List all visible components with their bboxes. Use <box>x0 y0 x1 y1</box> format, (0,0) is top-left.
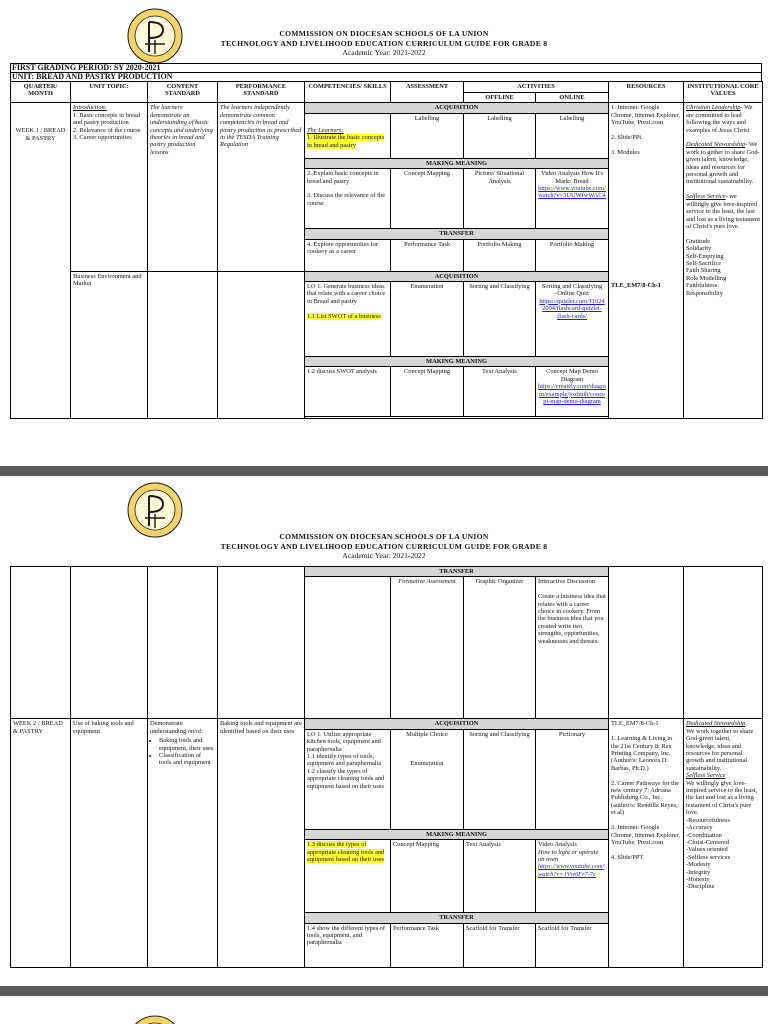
value-dedicated-stewardship-title-2: Dedicated Stewardship <box>686 720 746 728</box>
col-resources-header: RESOURCES <box>609 82 684 103</box>
page-3 <box>0 996 768 1024</box>
competency-3: 4. Explore opportunities for cookery as a career <box>305 239 391 271</box>
value-dedicated-stewardship-body: - We work to gether to share God-given talent, knowledge, ideas and resources for personal growth and institutional sustainability. <box>686 141 760 186</box>
offline-activity-1-4: Scaffold for Transfer <box>464 923 536 967</box>
online-activity-lo1: Pictionary <box>536 729 609 829</box>
week-1-continued-content <box>148 567 218 719</box>
competency-4-text: LO 1. Generate business ideas that relate with a career choice in Bread and pastry <box>307 283 386 305</box>
header-curriculum-title: TECHNOLOGY AND LIVELIHOOD EDUCATION CURRICULUM GUIDE FOR GRADE 8 <box>220 541 548 551</box>
resources-week-2: TLE_EM7/8-Ch-1 1. Learning & Living in the 21st Century 8: Rex Printing Company, Inc. (Author/s: Leonora D. Barbas, Ph.D.) 2. Career Pathways for the new century 7: Adriana Publishing Co., Inc. (author/s: Rendilla Reyes, et al) 3. Internet: Google Chrome, Internet Explorer, YouTube, Prezi.com 4. Slide/PPT <box>609 719 684 967</box>
assessment-1: Labelling <box>391 113 464 158</box>
competency-1-text: 1. Illustrate the basic concepts in bread and pastry <box>307 134 385 149</box>
week-1-continued-topic <box>71 567 148 719</box>
topic-introduction-items: 1. Basic concepts in bread and pastry production 2. Relevance of the course 3. Career opportunities <box>73 111 141 142</box>
offline-activity-4: Sorting and Classifying <box>464 282 536 357</box>
diocesan-seal-logo <box>127 1015 183 1024</box>
header-commission: COMMISSION ON DIOCESAN SCHOOLS OF LA UNION <box>279 532 489 541</box>
col-values-header: INSTITUTIONAL CORE VALUES <box>684 82 763 103</box>
band-transfer-2: TRANSFER <box>305 567 609 577</box>
band-making-meaning-1: MAKING MEANING <box>305 158 609 168</box>
offline-activity-5: Text Analysis <box>464 367 536 417</box>
col-content-header: CONTENT STANDARD <box>148 82 218 103</box>
content-standard-week-1: The learners demonstrate an understanding of basic concepts and underlying theories in bread and pastry production lessons <box>148 103 218 271</box>
assessment-2: Concept Mapping <box>391 169 464 229</box>
grading-period-block <box>10 63 762 81</box>
page-2 <box>0 476 768 986</box>
online-activity-1-3-subtitle: How to light or operate an oven <box>538 848 599 864</box>
value-selfless-service-body: - we willingly give love-inspired service to the least, the last and lost as a living testament of Christ's pure love. <box>686 193 761 230</box>
band-acquisition-2: ACQUISITION <box>305 271 609 281</box>
band-making-meaning-2: MAKING MEANING <box>305 357 609 367</box>
content-bullet-2: • Classification of tools and equipment <box>159 752 215 767</box>
performance-standard-business-empty <box>218 271 305 419</box>
week-2-label: WEEK 2 / BREAD & PASTRY <box>11 719 71 967</box>
week-1-label: WEEK 1 / BREAD & PASTRY <box>11 103 71 419</box>
topic-introduction-title: Introduction: <box>73 104 107 112</box>
offline-activity-1: Labelling <box>464 113 536 158</box>
creately-link[interactable]: https://creately.com/diagram/example/jozhuih/concept-map-demo-diagram <box>538 383 606 406</box>
week-1-continued-quarter <box>11 567 71 719</box>
online-activity-3: Portfolio Making <box>536 239 609 271</box>
band-transfer-1: TRANSFER <box>305 229 609 239</box>
week-1-continued-performance <box>218 567 305 719</box>
learners-label: The Learners: <box>307 126 344 134</box>
competency-code-week-1: TLE_EM7/8-Ch-1 <box>611 282 662 290</box>
content-standard-week-2-intro: Demonstrate understanding on/of: <box>150 720 204 735</box>
header-academic-year: Academic Year: 2021-2022 <box>342 551 426 561</box>
value-dedicated-stewardship-body-2: We work together to share God-given talent, knowledge, ideas and resources for personal growth and institutional sustainability. <box>686 727 754 772</box>
online-activity-2 <box>536 169 609 229</box>
competency-1 <box>305 113 391 158</box>
online-activity-5 <box>536 367 609 417</box>
offline-activity-2: Picture/ Situational Analysis <box>464 169 536 229</box>
transfer-competency-empty <box>305 577 391 719</box>
value-christian-leadership-title: Christian Leadership <box>686 104 741 112</box>
header-commission: COMMISSION ON DIOCESAN SCHOOLS OF LA UNION <box>279 29 489 38</box>
quizlet-link[interactable]: https://quizlet.com/110242004/flashcard-quizlet-flash-cards/ <box>539 297 605 320</box>
core-values-week-2 <box>684 719 763 967</box>
core-values-week-1 <box>684 103 763 419</box>
week-1-continued-values <box>684 567 763 719</box>
value-selfless-service-title: Selfless Service <box>686 193 726 201</box>
header-academic-year: Academic Year: 2021-2022 <box>342 48 426 58</box>
transfer-assessment: Formative Assessment <box>391 577 464 719</box>
transfer-offline: Graphic Organizer <box>464 577 536 719</box>
curriculum-table-page-1 <box>10 81 763 419</box>
col-online-header: ONLINE <box>536 93 609 103</box>
competency-4-swot: 1.1 List SWOT of a business <box>307 312 381 320</box>
document-header-page-2 <box>150 532 618 561</box>
online-activity-4-text: Sorting and Classifying -Online Quiz <box>541 283 603 298</box>
offline-activity-lo1: Sorting and Classifying <box>464 729 536 829</box>
content-bullet-1: • Baking tools and equipment, their uses <box>159 737 215 752</box>
competency-1-3 <box>305 840 391 913</box>
value-dedicated-stewardship-title: Dedicated Stewardship <box>686 141 746 149</box>
transfer-online <box>536 577 609 719</box>
band-transfer-3: TRANSFER <box>305 913 609 923</box>
assessment-1-4: Performance Task <box>391 923 464 967</box>
page-1 <box>0 0 768 466</box>
grading-period: FIRST GRADING PERIOD: SY 2020-2021 <box>10 63 762 72</box>
content-standard-week-2 <box>148 719 218 967</box>
assessment-1-3: Concept Mapping <box>391 840 464 913</box>
band-making-meaning-3: MAKING MEANING <box>305 829 609 839</box>
performance-standard-week-2: Baking tools and equipment are identified based on their uses <box>218 719 305 967</box>
band-acquisition-3: ACQUISITION <box>305 719 609 729</box>
assessment-5: Concept Mapping <box>391 367 464 417</box>
assessment-enumeration: Enumeration <box>410 760 444 768</box>
performance-standard-week-1: The learners independently demonstrate common competencies in bread and pastry production as prescribed in the TESDA Training Regulation <box>218 103 305 271</box>
resources-week-1 <box>609 103 684 419</box>
week-1-continued-resources <box>609 567 684 719</box>
competency-1-3-text: 1.3 discuss the types of appropriate cleaning tools and equipment based on their uses <box>307 841 385 864</box>
col-assessment-header: ASSESSMENT <box>391 82 464 103</box>
online-activity-1: Labelling <box>536 113 609 158</box>
youtube-link-oven[interactable]: https://www.youtube.com/watch?v=1Vw6Fr7-7c <box>538 863 605 878</box>
competency-lo1: LO 1. Utilize appropriate kitchen tools, equipment and paraphernalia 1.1 identify types of tools, equipment and paraphernalia 1.2 classify the types of appropriate cleaning tools and equipment based on their uses <box>305 729 391 829</box>
assessment-lo1 <box>391 729 464 829</box>
transfer-online-task: Create a business idea that relates with a career choice in cookery. From the business idea that you created write two strengths, opportunities, weaknesses and threats. <box>538 593 606 645</box>
competency-5: 1.2 discuss SWOT analysis <box>305 367 391 417</box>
online-activity-1-4: Scaffold for Transfer <box>536 923 609 967</box>
document-header <box>150 29 618 58</box>
online-activity-4 <box>536 282 609 357</box>
online-activity-1-3-text: Video Analysis <box>538 841 577 849</box>
online-activity-1-3 <box>536 840 609 913</box>
value-selfless-service-body-2: We willingly give love-inspired service to the least, the last and lost as a living testament of Christ's pure love. <box>686 779 758 817</box>
assessment-multiple-choice: Multiple Choice <box>406 730 448 738</box>
col-performance-header: PERFORMANCE STANDARD <box>218 82 305 103</box>
youtube-link-bread[interactable]: https://www.youtube.com/watch?v=3UUWfwWAC4 <box>538 185 606 200</box>
value-christian-leadership-body: - We are committed to lead following the ways and examples of Jesus Christ <box>686 104 753 134</box>
band-acquisition-1: ACQUISITION <box>305 103 609 113</box>
topic-baking-tools: Use of baking tools and equipment <box>71 719 148 967</box>
col-competencies-header: COMPETENCIES/ SKILLS <box>305 82 391 103</box>
online-activity-5-text: Concept Map Demo Diagram <box>546 368 598 383</box>
competency-4 <box>305 282 391 357</box>
offline-activity-1-3: Text Analysis <box>464 840 536 913</box>
topic-business-environment: Business Environment and Market <box>71 271 148 419</box>
resources-list-week-1: 1. Internet: Google Chrome, Internet Explorer, YouTube, Prezi.com 2. Slide/PPt. 3. Modules <box>611 104 680 156</box>
transfer-online-title: Interactive Discussion <box>538 578 595 586</box>
online-activity-2-text: Video Analysis How It's Made: Bread <box>540 170 603 185</box>
col-topic-header: UNIT TOPIC: <box>71 82 148 103</box>
diocesan-seal-logo <box>127 482 183 538</box>
col-activities-header: ACTIVITIES <box>464 82 609 93</box>
values-list-week-2: -Resourcefulness -Accuracy -Coordination -Christ-Centered -Values oriented -Selfless services -Modesty -Integrity -Honesty -Discipline <box>686 816 731 891</box>
assessment-4: Enumeration <box>391 282 464 357</box>
table-bottom-spacer <box>305 417 609 419</box>
content-standard-business-empty <box>148 271 218 419</box>
topic-introduction <box>71 103 148 271</box>
competency-1-4: 1.4 show the different types of tools, equipment, and paraphernalia <box>305 923 391 967</box>
assessment-3: Performance Task <box>391 239 464 271</box>
unit-title: UNIT: BREAD AND PASTRY PRODUCTION <box>10 72 762 81</box>
col-quarter-header: QUARTER/ MONTH <box>11 82 71 103</box>
offline-activity-3: Portfolio Making <box>464 239 536 271</box>
col-offline-header: OFFLINE <box>464 93 536 103</box>
curriculum-table-page-2 <box>10 566 763 968</box>
values-list-week-1: Gratitude Solidarity Self-Emptying Self-Sacrifice Faith Sharing Role Modelling Faithfulness Responsibility <box>686 237 727 297</box>
value-selfless-service-title-2: Selfless Service <box>686 772 726 780</box>
header-curriculum-title: TECHNOLOGY AND LIVELIHOOD EDUCATION CURRICULUM GUIDE FOR GRADE 8 <box>220 38 548 48</box>
competency-2: 2. Explain basic concepts in bread and pastry 3. Discuss the relevance of the course <box>305 169 391 229</box>
